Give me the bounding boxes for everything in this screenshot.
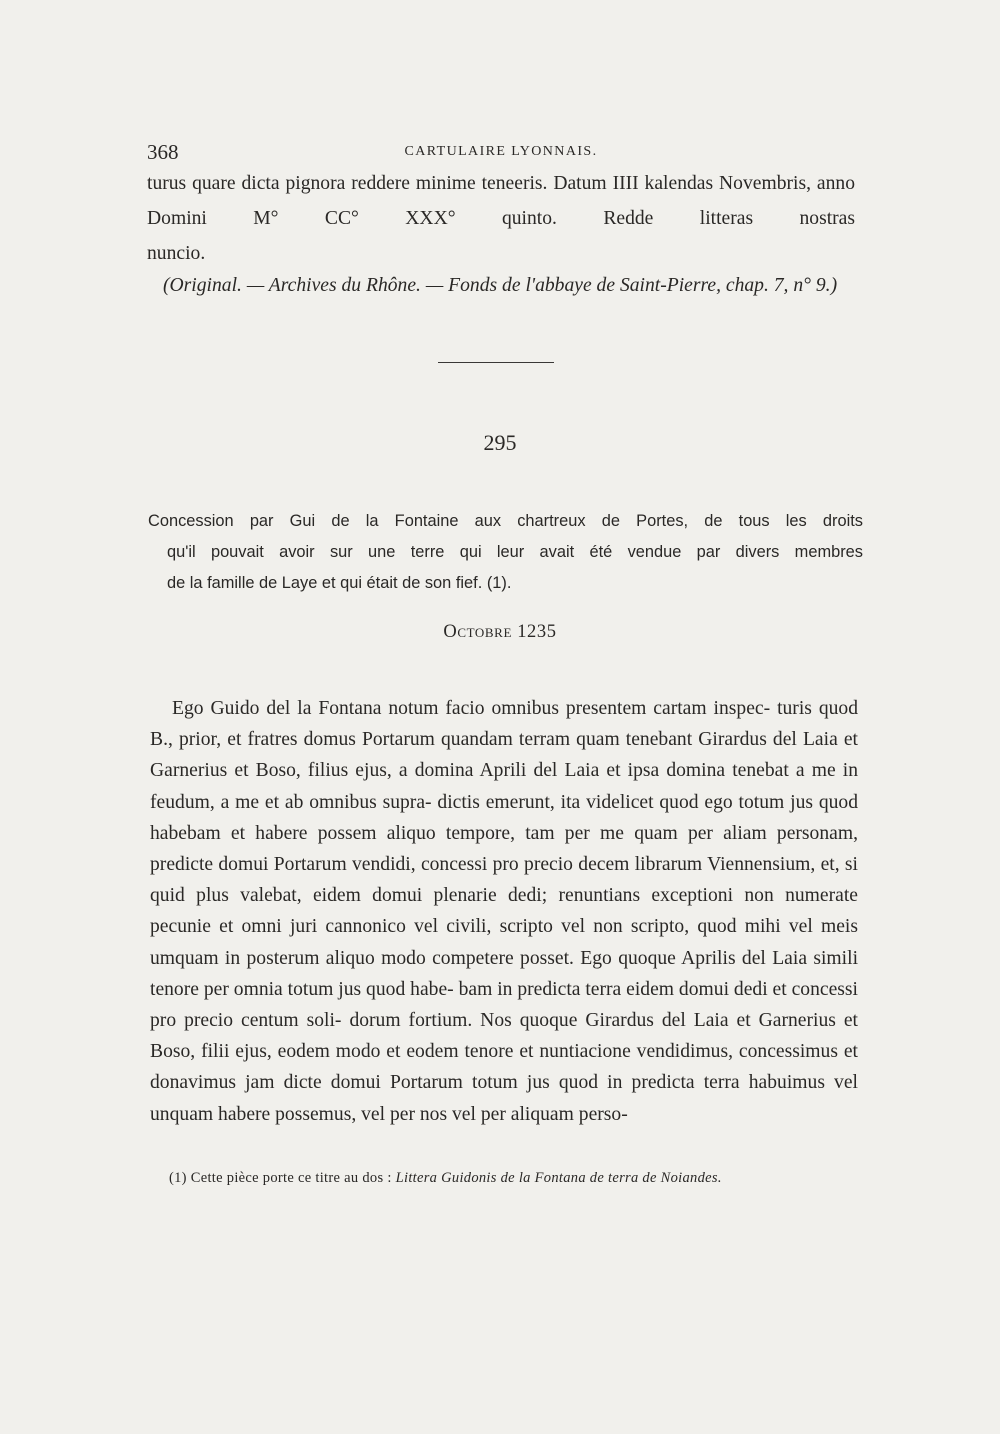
body-line: numerate pecunie et omni juri cannonico vel civili, scripto vel non scripto, xyxy=(150,885,858,938)
previous-document-ending xyxy=(147,167,855,271)
footnote-marker: (1) xyxy=(169,1170,187,1186)
document-summary xyxy=(148,506,863,598)
body-line: bam in predicta terra eidem domui dedi et concessi pro precio centum soli- xyxy=(150,978,858,1032)
summary-line: de la famille de Laye et qui était de son fief. (1). xyxy=(167,573,512,592)
body-line: turis quod B., prior, et fratres domus Portarum quandam terram quam xyxy=(150,698,859,751)
document-date: Octobre 1235 xyxy=(443,622,557,642)
summary-line: Concession par Gui de la Fontaine aux chartreux de Portes, de tous les droits xyxy=(148,512,863,530)
body-line: Ego quoque Aprilis del Laia simili tenore per omnia totum jus quod habe- xyxy=(150,947,859,1000)
page-number: 368 xyxy=(147,140,179,164)
body-line: quod mihi vel meis umquam in posterum aliquo modo competere posset. xyxy=(150,916,858,969)
text-line: nuncio. xyxy=(147,242,206,264)
footnote xyxy=(155,1168,860,1189)
body-line: quid plus valebat, eidem domui plenarie dedi; renuntians exceptioni non xyxy=(150,885,774,907)
text-line: Novembris, anno Domini M° CC° XXX° quinto. Redde litteras nostras xyxy=(147,173,855,229)
body-line: Portarum vendidi, concessi pro precio decem librarum Viennensium, et, si xyxy=(273,854,858,876)
body-line: dorum fortium. Nos quoque Girardus del Laia et Garnerius et Boso, filii xyxy=(150,1010,858,1063)
footnote-text: Cette pièce porte ce titre au dos : xyxy=(190,1170,392,1186)
text-line: turus quare dicta pignora reddere minime teneeris. Datum IIII kalendas xyxy=(147,173,714,194)
running-title: CARTULAIRE LYONNAIS. xyxy=(404,144,598,159)
separator-rule xyxy=(438,362,554,363)
body-line: habuimus vel unquam habere possemus, vel per nos vel per aliquam perso- xyxy=(150,1072,858,1125)
body-line: Ego Guido del la Fontana notum facio omnibus presentem cartam inspec- xyxy=(172,698,771,719)
summary-line: qu'il pouvait avoir sur une terre qui leur avait été vendue par divers membres xyxy=(167,542,863,561)
footnote-title: Littera Guidonis de la Fontana de terra de Noiandes. xyxy=(395,1170,722,1186)
charter-text xyxy=(150,693,858,1130)
body-line: ejus, eodem modo et eodem tenore et nuntiacione vendidimus, concessimus xyxy=(235,1041,838,1063)
page-header xyxy=(147,140,855,170)
body-line: et donavimus jam dicte domui Portarum totum jus quod in predicta terra xyxy=(150,1041,858,1094)
document-number: 295 xyxy=(483,430,517,455)
source-reference: (Original. — Archives du Rhône. — Fonds de l'abbaye de Saint-Pierre, chap. 7, n° 9.) xyxy=(163,275,838,296)
body-line: tenebant Girardus del Laia et Garnerius et Boso, filius ejus, a domina Aprili xyxy=(150,729,858,782)
body-line: possem aliquo tempore, tam per me quam per aliam personam, predicte domui xyxy=(150,822,858,876)
body-line: del Laia et ipsa domina tenebat a me in feudum, a me et ab omnibus supra- xyxy=(150,760,858,813)
body-line: dictis emerunt, ita videlicet quod ego totum jus quod habebam et habere xyxy=(150,791,859,844)
